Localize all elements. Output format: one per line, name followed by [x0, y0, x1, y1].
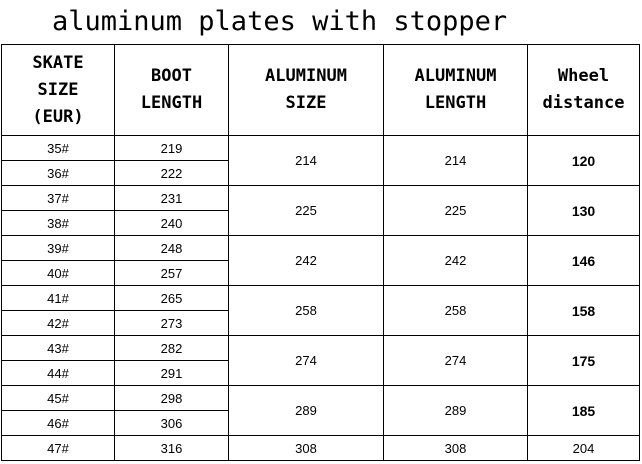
- aluminum-length-cell: 225: [384, 186, 528, 236]
- header-wheel-distance-line-1: Wheel: [557, 66, 610, 86]
- aluminum-length-cell: 274: [384, 336, 528, 386]
- boot-length-cell: 291: [115, 361, 229, 386]
- boot-length-cell: 248: [115, 236, 229, 261]
- header-wheel-distance: [528, 45, 640, 136]
- wheel-distance-cell: 204: [528, 436, 640, 461]
- header-aluminum-size-line-1: ALUMINUM: [265, 66, 347, 86]
- boot-length-cell: 240: [115, 211, 229, 236]
- aluminum-length-cell: 308: [384, 436, 528, 461]
- aluminum-length-cell: 289: [384, 386, 528, 436]
- boot-length-cell: 298: [115, 386, 229, 411]
- skate-size-cell: 45#: [2, 386, 115, 411]
- skate-size-cell: 43#: [2, 336, 115, 361]
- skate-size-cell: 42#: [2, 311, 115, 336]
- skate-size-cell: 46#: [2, 411, 115, 436]
- header-row: [2, 45, 640, 136]
- aluminum-size-cell: 308: [229, 436, 384, 461]
- skate-size-cell: 40#: [2, 261, 115, 286]
- aluminum-size-cell: 225: [229, 186, 384, 236]
- header-skate-size-line-2: SIZE: [37, 79, 79, 100]
- table-row: [2, 436, 640, 461]
- table-row: [2, 286, 640, 311]
- aluminum-size-cell: 242: [229, 236, 384, 286]
- header-wheel-distance-line-2: distance: [542, 93, 625, 113]
- boot-length-cell: 306: [115, 411, 229, 436]
- aluminum-size-cell: 258: [229, 286, 384, 336]
- skate-size-cell: 47#: [2, 436, 115, 461]
- table-row: [2, 186, 640, 211]
- skate-size-cell: 35#: [2, 136, 115, 161]
- wheel-distance-cell: 185: [528, 386, 640, 436]
- aluminum-size-cell: 214: [229, 136, 384, 186]
- boot-length-cell: 231: [115, 186, 229, 211]
- boot-length-cell: 316: [115, 436, 229, 461]
- table-row: [2, 136, 640, 161]
- boot-length-cell: 257: [115, 261, 229, 286]
- aluminum-length-cell: 258: [384, 286, 528, 336]
- header-aluminum-length-line-2: LENGTH: [424, 93, 487, 113]
- header-aluminum-length-line-1: ALUMINUM: [414, 66, 497, 86]
- wheel-distance-cell: 158: [528, 286, 640, 336]
- wheel-distance-cell: 130: [528, 186, 640, 236]
- table-row: [2, 336, 640, 361]
- header-skate-size-line-3: (EUR): [32, 106, 84, 127]
- size-chart-table: [1, 44, 640, 461]
- header-boot-length-line-1: BOOT: [151, 66, 192, 86]
- aluminum-length-cell: 214: [384, 136, 528, 186]
- skate-size-cell: 44#: [2, 361, 115, 386]
- header-skate-size: [2, 45, 115, 136]
- boot-length-cell: 222: [115, 161, 229, 186]
- header-boot-length-line-2: LENGTH: [140, 93, 203, 113]
- boot-length-cell: 219: [115, 136, 229, 161]
- boot-length-cell: 273: [115, 311, 229, 336]
- table-row: [2, 386, 640, 411]
- header-aluminum-size-line-2: SIZE: [285, 93, 327, 113]
- table-row: [2, 236, 640, 261]
- skate-size-cell: 39#: [2, 236, 115, 261]
- boot-length-cell: 282: [115, 336, 229, 361]
- aluminum-size-cell: 289: [229, 386, 384, 436]
- header-boot-length: [115, 45, 229, 136]
- page-title: aluminum plates with stopper: [52, 6, 508, 37]
- wheel-distance-cell: 146: [528, 236, 640, 286]
- aluminum-size-cell: 274: [229, 336, 384, 386]
- skate-size-cell: 38#: [2, 211, 115, 236]
- header-skate-size-line-1: SKATE: [32, 52, 84, 73]
- skate-size-cell: 37#: [2, 186, 115, 211]
- aluminum-length-cell: 242: [384, 236, 528, 286]
- header-aluminum-length: [384, 45, 528, 136]
- skate-size-cell: 36#: [2, 161, 115, 186]
- skate-size-cell: 41#: [2, 286, 115, 311]
- boot-length-cell: 265: [115, 286, 229, 311]
- wheel-distance-cell: 120: [528, 136, 640, 186]
- wheel-distance-cell: 175: [528, 336, 640, 386]
- header-aluminum-size: [229, 45, 384, 136]
